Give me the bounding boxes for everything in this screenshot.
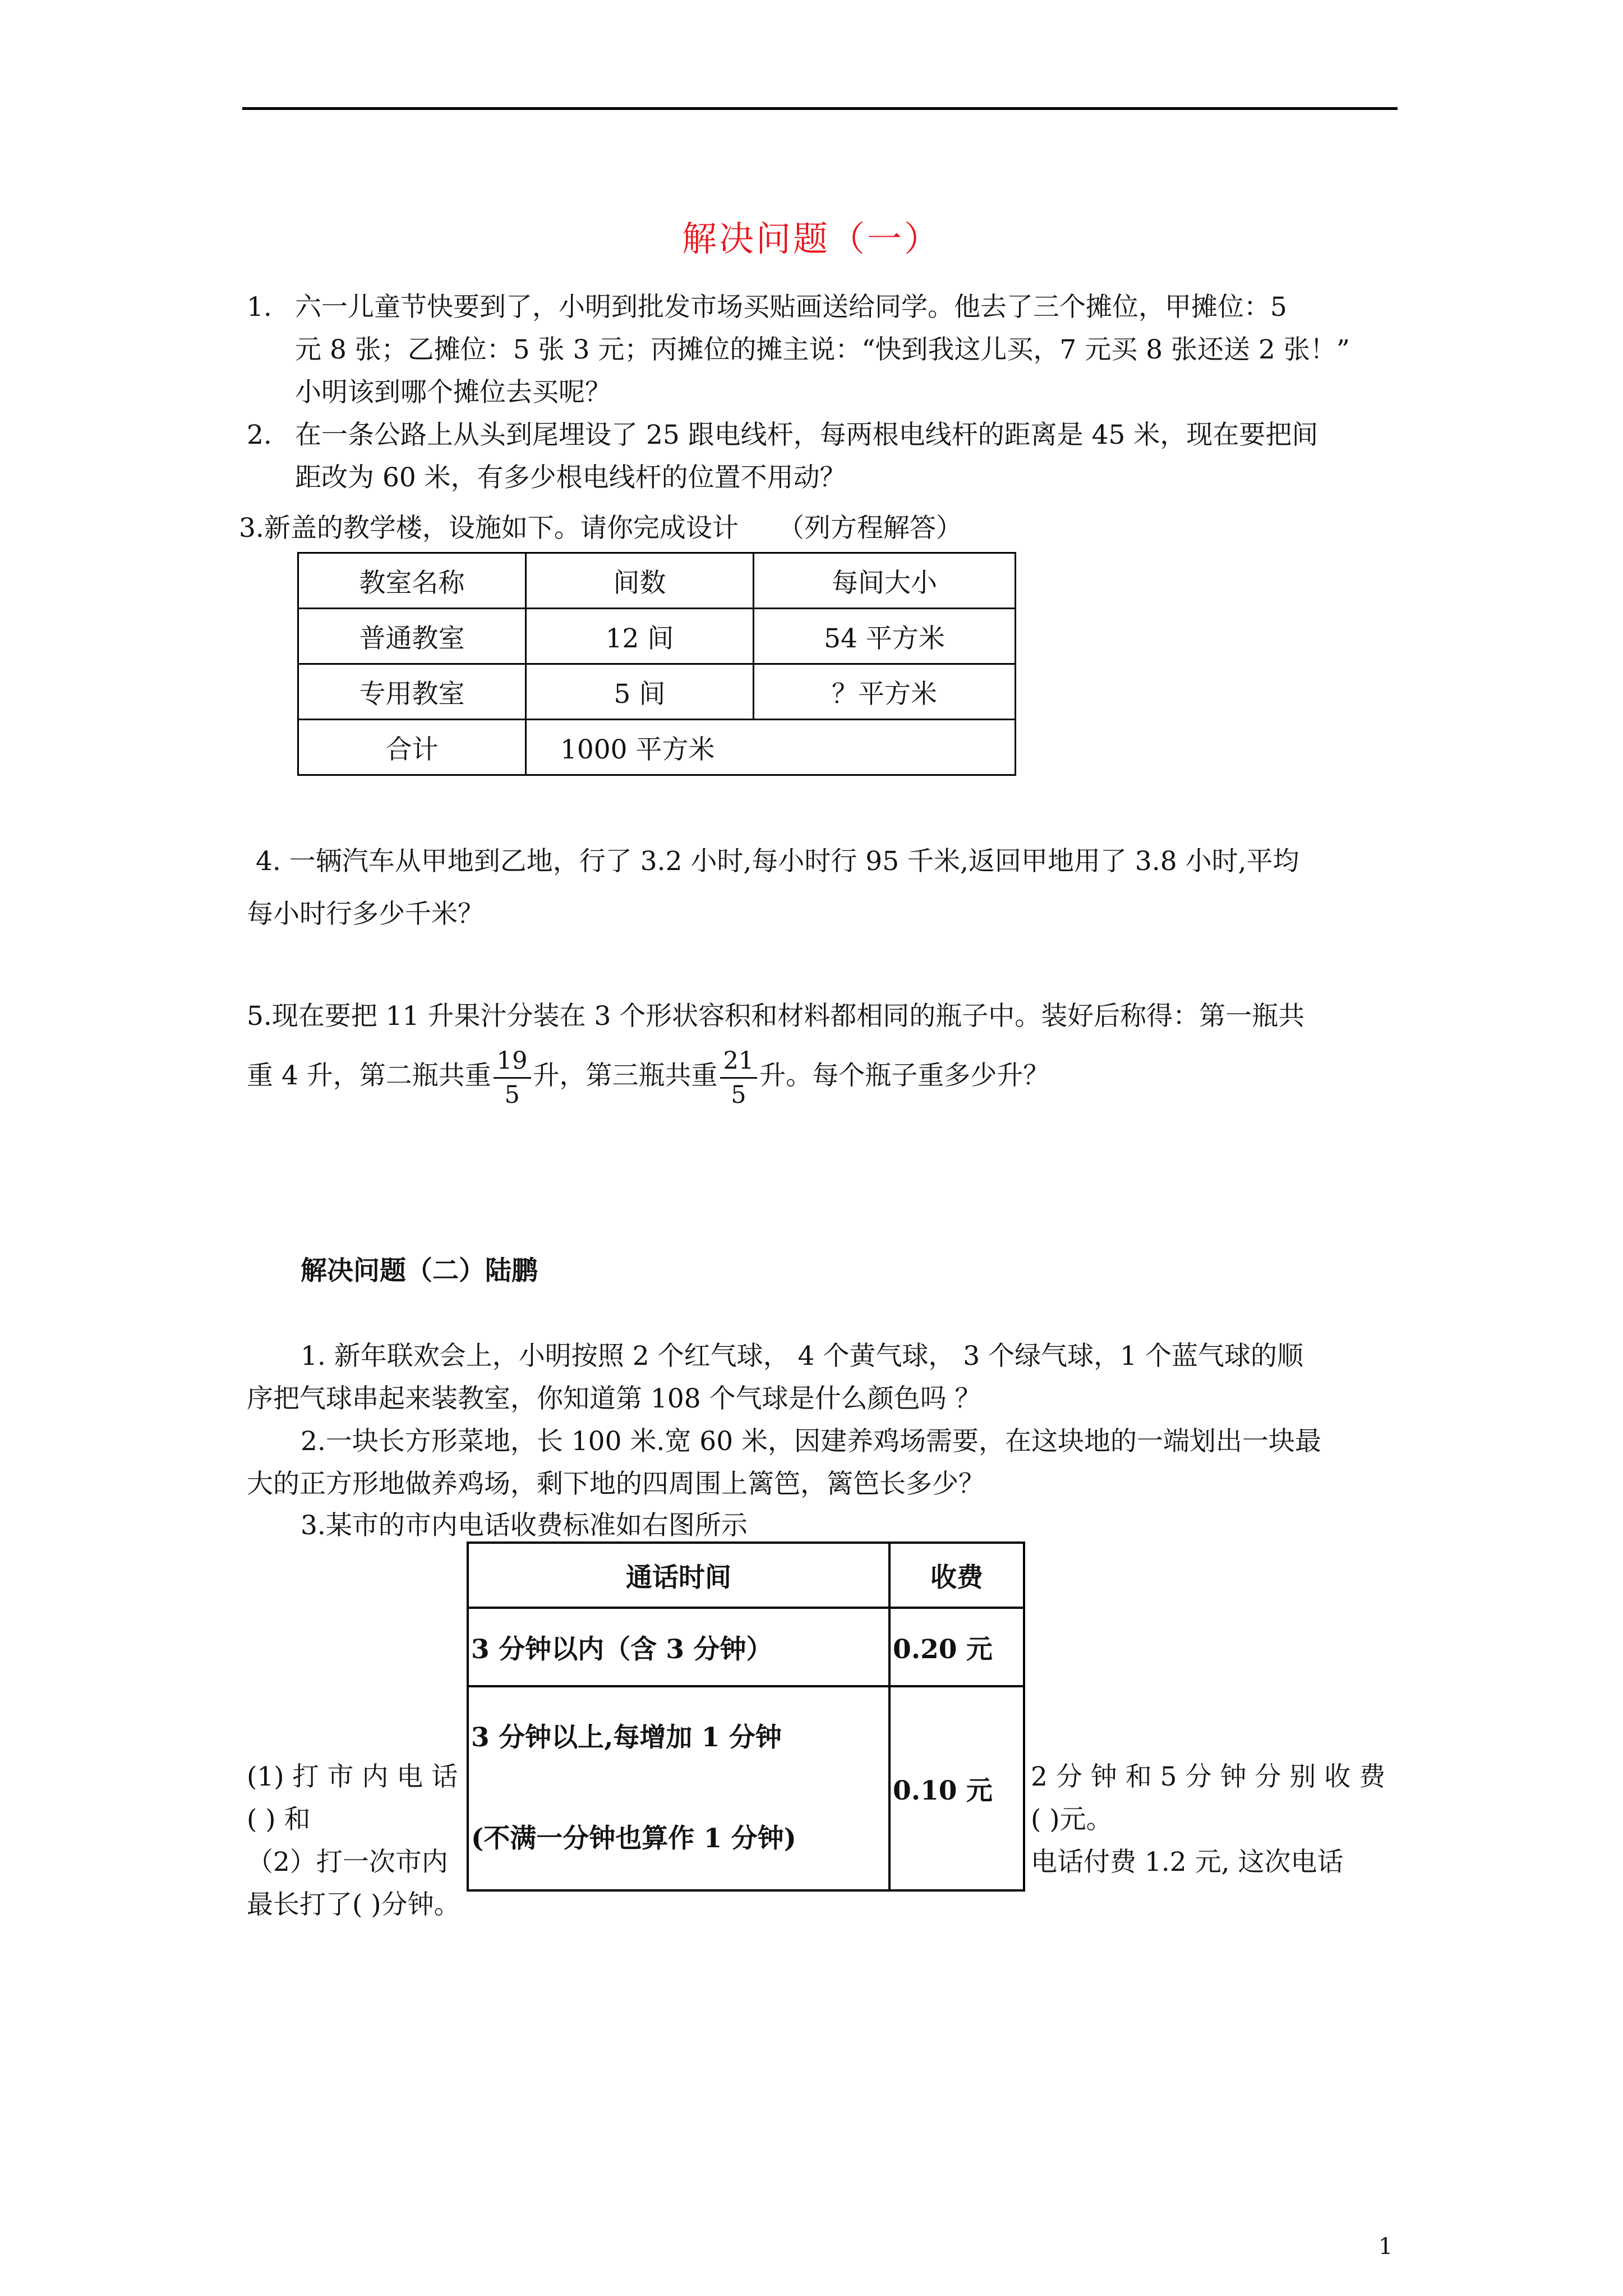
extra-minute-rule: 3 分钟以上,每增加 1 分钟: [471, 1722, 782, 1753]
phone-fee-table: [467, 1542, 1025, 1892]
cell-count: 5 间: [525, 664, 753, 720]
p2-q1-line-2: 序把气球串起来装教室，你知道第 108 个气球是什么颜色吗 ？: [247, 1383, 981, 1414]
p2-q3-last-line: 最长打了( )分钟。: [247, 1889, 460, 1920]
p2-q2-line-1: 2.一块长方形菜地，长 100 米.宽 60 米，因建养鸡场需要，在这块地的一端划出一块最: [301, 1426, 1322, 1457]
p2-q1-line-1: 1. 新年联欢会上，小明按照 2 个红气球， 4 个黄气球， 3 个绿气球，1 个蓝气球的顺: [301, 1341, 1303, 1372]
q3-intro: 3.新盖的教学楼，设施如下。请你完成设计 （列方程解答）: [239, 513, 962, 544]
part2-heading: 解决问题（二）陆鹏: [301, 1255, 538, 1286]
p2-q3-left-1: (1) 打 市 内 电 话: [247, 1761, 458, 1792]
q1-number: 1.: [247, 292, 272, 323]
q1-line-2: 元 8 张；乙摊位：5 张 3 元；丙摊位的摊主说：“快到我这儿买，7 元买 8 张还送 2 张！”: [295, 334, 1350, 365]
cell-call-time: 3 分钟以内（含 3 分钟）: [468, 1608, 889, 1686]
p2-q2-line-2: 大的正方形地做养鸡场，剩下地的四周围上篱笆，篱笆长多少？: [247, 1469, 985, 1499]
cell-size: 54 平方米: [753, 609, 1015, 664]
table-row: [298, 664, 1016, 720]
fraction-twentyone-fifths: $\frac{21}{5}$: [720, 1045, 758, 1111]
total-label: 合计: [298, 720, 526, 775]
cell-count: 12 间: [525, 609, 753, 664]
table-row: [468, 1608, 1024, 1686]
header-fee: 收费: [889, 1543, 1024, 1608]
cell-size: ？平方米: [753, 664, 1015, 720]
header-classroom-name: 教室名称: [298, 553, 526, 609]
page-number: 1: [1378, 2234, 1393, 2260]
cell-name: 普通教室: [298, 609, 526, 664]
p2-q3-left-2: ( ) 和: [247, 1804, 311, 1835]
header-rule: [242, 107, 1398, 110]
cell-fee: 0.20 元: [889, 1608, 1024, 1686]
table-row: [298, 720, 1016, 775]
p2-q3-right-1: 2 分 钟 和 5 分 钟 分 别 收 费: [1031, 1761, 1386, 1792]
table-row: [468, 1686, 1024, 1890]
header-room-count: 间数: [525, 553, 753, 609]
q4-line-1: 4. 一辆汽车从甲地到乙地，行了 3.2 小时,每小时行 95 千米,返回甲地用了 3.8 小时,平均: [256, 846, 1299, 877]
partial-minute-note: (不满一分钟也算作 1 分钟): [471, 1823, 796, 1854]
q2-line-2: 距改为 60 米，有多少根电线杆的位置不用动？: [295, 462, 846, 493]
page-title: 解决问题（一）: [681, 218, 941, 259]
classroom-table: [297, 552, 1016, 776]
p2-q3-right-2: ( )元。: [1031, 1804, 1113, 1835]
cell-call-time: [468, 1686, 889, 1890]
q4-line-2: 每小时行多少千米？: [247, 899, 484, 930]
q5-line-1: 5.现在要把 11 升果汁分装在 3 个形状容积和材料都相同的瓶子中。装好后称得：第一瓶共: [247, 1001, 1305, 1032]
fraction-nineteen-fifths: $\frac{19}{5}$: [494, 1045, 531, 1111]
total-value: 1000 平方米: [525, 720, 1015, 775]
p2-q3-intro: 3.某市的市内电话收费标准如右图所示: [301, 1510, 748, 1541]
q2-number: 2.: [247, 420, 272, 450]
p2-q3-left-3: （2）打一次市内: [247, 1847, 448, 1878]
table-row: [468, 1543, 1024, 1608]
q5-line-2: 重 4 升，第二瓶共重 $\frac{19}{5}$ 升，第三瓶共重 $\frac{21}{5}$ 升。每个瓶子重多少升？: [247, 1042, 1049, 1111]
q2-line-1: 2. 在一条公路上从头到尾埋设了 25 跟电线杆，每两根电线杆的距离是 45 米，现在要把间: [247, 414, 1318, 457]
q1-line-1: 1. 六一儿童节快要到了，小明到批发市场买贴画送给同学。他去了三个摊位，甲摊位：5: [247, 286, 1287, 329]
p2-q3-right-3: 电话付费 1.2 元, 这次电话: [1031, 1847, 1344, 1878]
header-room-size: 每间大小: [753, 553, 1015, 609]
cell-name: 专用教室: [298, 664, 526, 720]
table-row: [298, 609, 1016, 664]
table-row: [298, 553, 1016, 609]
cell-fee: 0.10 元: [889, 1686, 1024, 1890]
header-call-time: 通话时间: [468, 1543, 889, 1608]
q1-line-3: 小明该到哪个摊位去买呢？: [295, 377, 611, 408]
q3-note: （列方程解答）: [777, 513, 962, 544]
